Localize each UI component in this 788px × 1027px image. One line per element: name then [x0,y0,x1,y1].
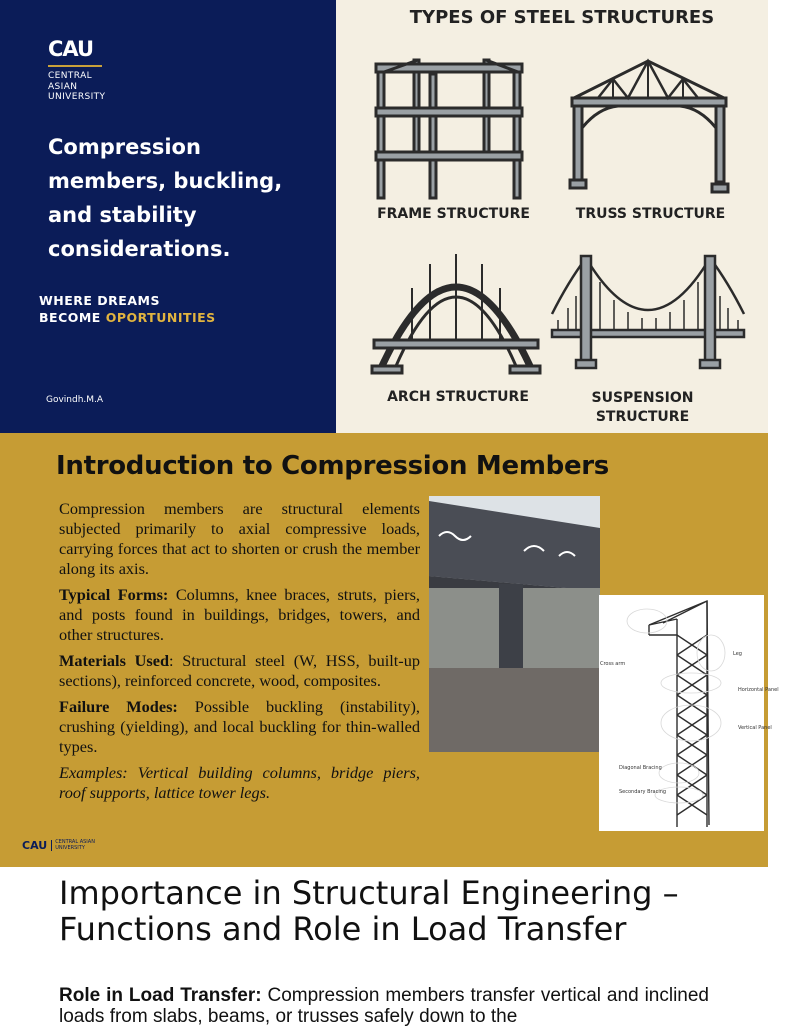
logo-line-3: UNIVERSITY [48,92,106,102]
label-vertical-panel: Vertical Panel [738,725,772,731]
failure-modes-paragraph [59,697,420,757]
author-name: Govindh.M.A [46,395,104,405]
tagline [39,292,216,326]
materials-text: : Structural steel (W, HSS, built-up sections), reinforced concrete, wood, composites. [59,651,420,690]
examples-paragraph [59,763,420,803]
bridge-column-photo [429,496,600,752]
arch-structure-label: ARCH STRUCTURE [387,389,529,405]
logo-line-2: ASIAN [48,81,78,92]
footer-logo-text [51,840,95,851]
materials-label: Materials Used [59,651,169,670]
typical-forms-label: Typical Forms: [59,585,169,604]
logo-underline [48,65,102,67]
title-slide [0,0,768,433]
truss-structure-label: TRUSS STRUCTURE [575,206,726,222]
label-diagonal-bracing: Diagonal Bracing [619,765,662,771]
footer-logo-mark: CAU [22,839,48,852]
slide-body [59,499,420,809]
importance-slide [0,867,768,1027]
footer-logo-line-1: CENTRAL ASIAN [55,839,95,845]
suspension-label-line-2: STRUCTURE [595,409,690,425]
typical-forms-text: Columns, knee braces, struts, piers, and posts found in buildings, bridges, towers, and other structures. [59,585,420,644]
slide-body [59,985,709,1027]
tagline-prefix: BECOME [39,310,106,325]
slide-title: Introduction to Compression Members [56,451,609,481]
logo-text [48,71,105,103]
presentation-title: Compression members, buckling, and stability considerations. [48,135,283,261]
suspension-label-line-1: SUSPENSION [591,390,694,406]
cau-logo [48,37,105,103]
arch-structure-illustration [370,248,542,376]
role-label: Role in Load Transfer: [59,985,262,1006]
label-horizontal-panel: Horizontal Panel [738,687,779,693]
examples-text: Examples: Vertical building columns, bridge piers, roof supports, lattice tower legs. [59,763,420,802]
truss-structure-illustration [568,58,730,198]
failure-modes-label: Failure Modes: [59,697,178,716]
suspension-structure-label [560,389,725,427]
tagline-line-1: WHERE DREAMS [39,293,160,308]
role-text: Compression members transfer vertical and inclined loads from slabs, beams, or trusses safely down to the [59,985,710,1027]
label-secondary-bracing: Secondary Bracing [619,789,667,795]
slide-title: Importance in Structural Engineering – Functions and Role in Load Transfer [59,874,679,948]
frame-structure-label: FRAME STRUCTURE [377,206,530,222]
footer-logo [22,839,95,852]
materials-paragraph [59,651,420,691]
failure-modes-text: Possible buckling (instability), crushing (yielding), and local buckling for thin-walled types. [59,697,420,756]
title-panel [0,0,336,433]
lattice-tower-diagram [599,595,779,831]
typical-forms-paragraph [59,585,420,645]
tagline-line-2 [39,309,216,326]
label-cross-arm: Cross arm [600,661,626,667]
infographic-title: TYPES OF STEEL STRUCTURES [409,7,715,28]
label-leg: Leg [733,651,742,657]
intro-paragraph: Compression members are structural elements subjected primarily to axial compressive loads, carrying forces that act to shorten or crush the member along its axis. [59,499,420,578]
tagline-accent: OPORTUNITIES [105,310,216,325]
intro-slide [0,433,779,867]
suspension-structure-illustration [550,252,746,372]
frame-structure-illustration [372,56,528,202]
logo-mark: CAU [48,37,94,61]
footer-logo-line-2: UNIVERSITY [55,844,85,851]
logo-line-1: CENTRAL [48,71,93,81]
